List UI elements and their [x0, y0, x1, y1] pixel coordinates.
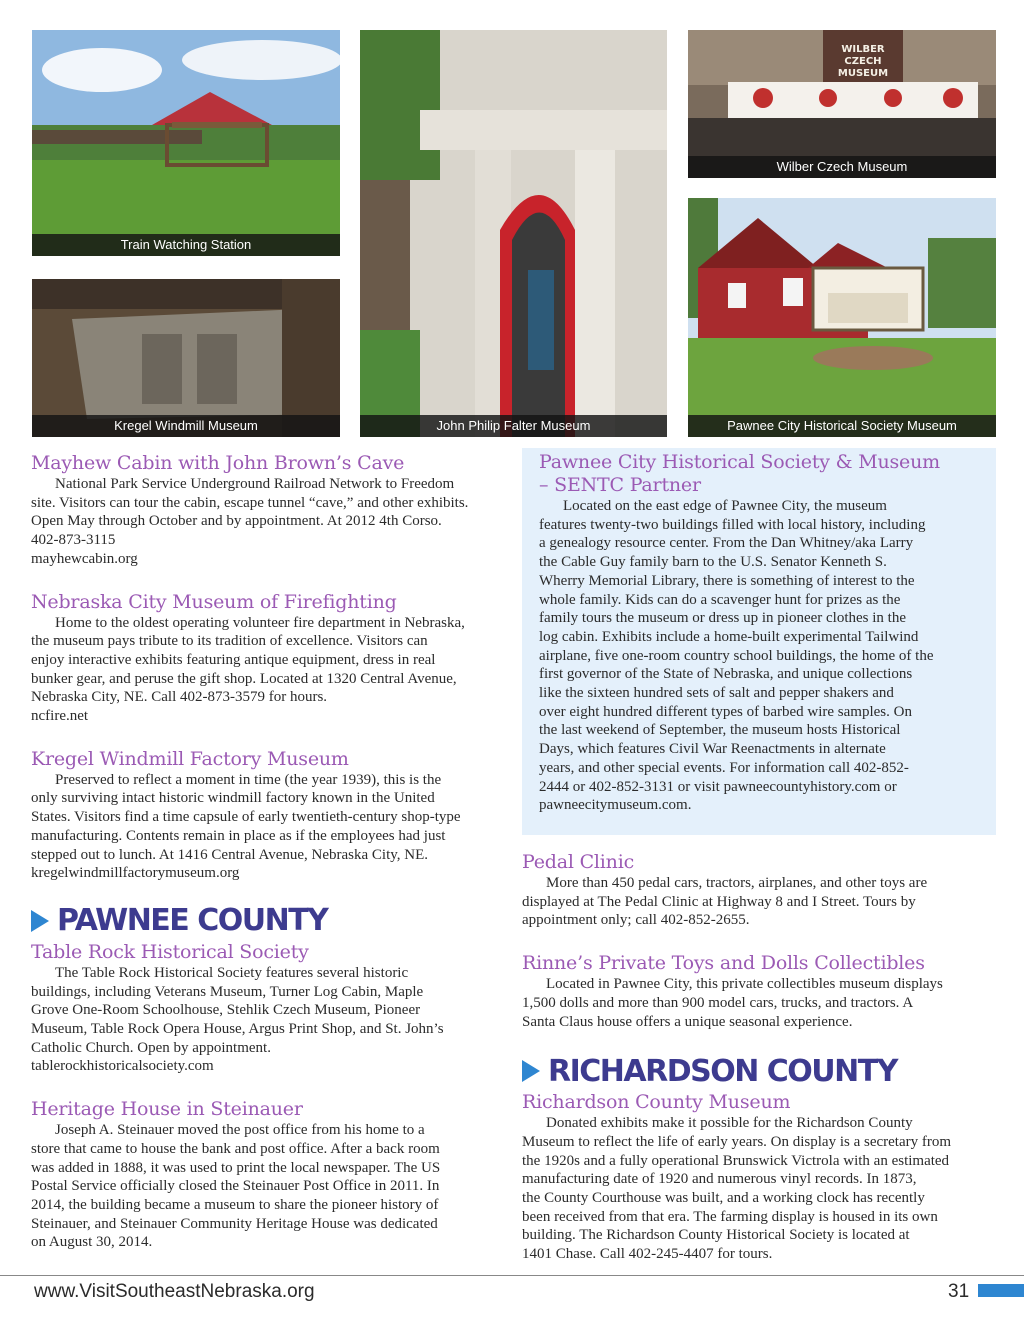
listing-text: enjoy interactive exhibits featuring antique equipment, dress in real	[31, 651, 436, 668]
left-column	[31, 452, 506, 1274]
listing-text: manufacturing. Contents remain in place as if the employees had just	[31, 827, 446, 844]
listing-text: store that came to house the bank and post office. After a back room	[31, 1140, 440, 1157]
listing-text: a genealogy resource center. From the Dan Whitney/aka Larry	[539, 535, 914, 552]
listing-text: was added in 1888, it was used to print the local newspaper. The US	[31, 1159, 441, 1176]
listing-text: Located on the east edge of Pawnee City, the museum	[563, 498, 887, 514]
photo-pawnee-city-historical-society-museum	[688, 198, 996, 437]
listing-text: Donated exhibits make it possible for the Richardson County	[546, 1115, 913, 1132]
listing-text: Museum, Table Rock Opera House, Argus Print Shop, and St. John’s	[31, 1021, 444, 1038]
photo-john-philip-falter-museum	[360, 30, 667, 437]
wilber-sign-text: MUSEUM	[837, 68, 889, 79]
listing-text: Days, which features Civil War Reenactments in alternate	[539, 741, 886, 758]
listing-text: years, and other special events. For information call 402-852-	[539, 759, 909, 776]
listing-mayhew-cabin	[31, 452, 506, 569]
listing-subtitle: – SENTC Partner	[539, 474, 701, 496]
listing-text: the museum pays tribute to its tradition of excellence. Visitors can	[31, 633, 428, 650]
photo-wilber-czech-museum	[688, 30, 996, 178]
photo-caption: Train Watching Station	[32, 234, 340, 256]
listing-text: More than 450 pedal cars, tractors, airplanes, and other toys are	[546, 875, 928, 891]
listing-text: States. Visitors find a time capsule of early twentieth-century shop-type	[31, 809, 461, 826]
wilber-sign-text: CZECH	[844, 56, 882, 67]
listing-title: Richardson County Museum	[522, 1091, 791, 1114]
listing-heritage-house	[31, 1098, 506, 1252]
listing-website[interactable]: mayhewcabin.org	[31, 550, 138, 567]
listing-text: manufacturing date of 1920 and numerous vinyl records. In 1873,	[522, 1171, 917, 1188]
listing-text: Nebraska City, NE. Call 402-873-3579 for hours.	[31, 689, 328, 706]
photo-caption: Kregel Windmill Museum	[32, 415, 340, 437]
listing-text: over eight hundred different types of barbed wire samples. On	[539, 703, 912, 720]
listing-title: Table Rock Historical Society	[31, 940, 309, 963]
listing-text: stepped out to lunch. At 1416 Central Avenue, Nebraska City, NE.	[31, 846, 429, 863]
listing-text: Located in Pawnee City, this private collectibles museum displays	[546, 976, 943, 993]
listing-text: Wherry Memorial Library, there is something of interest to the	[539, 572, 915, 589]
listing-text: Museum to reflect the life of early years. On display is a secretary from	[522, 1133, 952, 1150]
listing-text: site. Visitors can tour the cabin, escape tunnel “cave,” and other exhibits.	[31, 494, 469, 511]
right-column-lower	[522, 851, 997, 1286]
listing-text: the last weekend of September, the museum hosts Historical	[539, 722, 901, 739]
listing-website[interactable]: pawneecitymuseum.com.	[539, 797, 692, 814]
listing-phone: 402-873-3115	[31, 532, 116, 549]
page-number: 31	[948, 1281, 970, 1302]
listing-text: family tours the museum or dress up in pioneer clothes in the	[539, 610, 907, 627]
county-title: PAWNEE COUNTY	[57, 903, 328, 939]
listing-text: airplane, five one-room country school buildings, the home of the	[539, 647, 934, 664]
listing-text: 1,500 dolls and more than 900 model cars, trucks, and tractors. A	[522, 994, 914, 1011]
listing-text: 1401 Chase. Call 402-245-4407 for tours.	[522, 1246, 773, 1263]
footer-website-link[interactable]: www.VisitSoutheastNebraska.org	[34, 1281, 315, 1302]
right-column	[539, 451, 994, 843]
listing-title: Kregel Windmill Factory Museum	[31, 747, 349, 770]
listing-text: displayed at The Pedal Clinic at Highway 8 and I Street. Tours by	[522, 893, 916, 910]
listing-text: Catholic Church. Open by appointment.	[31, 1039, 271, 1056]
listing-title: Pedal Clinic	[522, 851, 635, 873]
listing-text: features twenty-two buildings filled with local history, including	[539, 516, 926, 533]
listing-text: only surviving intact historic windmill factory known in the United	[31, 790, 435, 807]
listing-text: log cabin. Exhibits include a home-built experimental Tailwind	[539, 628, 919, 645]
photo-caption: Pawnee City Historical Society Museum	[688, 415, 996, 437]
listing-kregel-windmill	[31, 748, 506, 883]
listing-title: Rinne’s Private Toys and Dolls Collectibles	[522, 952, 925, 975]
county-heading-richardson	[522, 1051, 997, 1091]
listing-pedal-clinic	[522, 851, 997, 930]
listing-text: appointment only; call 402-852-2655.	[522, 912, 750, 929]
listing-text: the Cable Guy family barn to the U.S. Senator Kenneth S.	[539, 554, 887, 571]
listing-title: Pawnee City Historical Society & Museum	[539, 451, 940, 473]
listing-richardson-county-museum	[522, 1091, 997, 1264]
footer-accent-bar	[978, 1284, 1024, 1297]
listing-text: the County Courthouse was built, and a working clock has recently	[522, 1190, 925, 1207]
listing-text: the 1920s and a fully operational Brunswick Victrola with an estimated	[522, 1152, 950, 1169]
listing-text: Grove One-Room Schoolhouse, Stehlik Czech Museum, Pioneer	[31, 1002, 421, 1019]
listing-text: Home to the oldest operating volunteer fire department in Nebraska,	[55, 614, 465, 631]
listing-text: like the sixteen hundred sets of salt and pepper shakers and	[539, 685, 894, 702]
listing-title: Nebraska City Museum of Firefighting	[31, 590, 397, 613]
listing-text: Joseph A. Steinauer moved the post office from his home to a	[55, 1122, 425, 1139]
listing-table-rock	[31, 941, 506, 1076]
listing-text: on August 30, 2014.	[31, 1234, 153, 1251]
listing-website[interactable]: ncfire.net	[31, 708, 89, 725]
county-heading-pawnee	[31, 901, 506, 941]
arrow-icon	[31, 910, 49, 932]
listing-text: National Park Service Underground Railroad Network to Freedom	[55, 476, 455, 492]
listing-text: buildings, including Veterans Museum, Turner Log Cabin, Maple	[31, 983, 424, 1000]
listing-text: 2014, the building became a museum to share the pioneer history of	[31, 1196, 439, 1213]
listing-pawnee-city-museum	[539, 451, 994, 815]
listing-text: The Table Rock Historical Society features several historic	[55, 964, 409, 981]
listing-text: Santa Claus house offers a unique seasonal experience.	[522, 1013, 853, 1030]
listing-text: been received from that era. The farming display is housed in its own	[522, 1208, 938, 1225]
footer-divider	[0, 1275, 1024, 1276]
listing-website[interactable]: tablerockhistoricalsociety.com	[31, 1058, 214, 1075]
arrow-icon	[522, 1060, 540, 1082]
listing-text: Steinauer, and Steinauer Community Heritage House was dedicated	[31, 1215, 438, 1232]
listing-title: Heritage House in Steinauer	[31, 1098, 303, 1121]
listing-text: 2444 or 402-852-3131 or visit pawneecountyhistory.com or	[539, 778, 897, 795]
photo-kregel-windmill-museum	[32, 279, 340, 437]
photo-caption: John Philip Falter Museum	[360, 415, 667, 437]
listing-text: whole family. Kids can do a scavenger hunt for prizes as the	[539, 591, 901, 608]
wilber-sign-text: WILBER	[841, 44, 885, 55]
listing-text: first governor of the State of Nebraska, and unique collections	[539, 666, 913, 683]
listing-rinnes-toys	[522, 952, 997, 1031]
listing-website[interactable]: kregelwindmillfactorymuseum.org	[31, 865, 240, 882]
listing-text: building. The Richardson County Historical Society is located at	[522, 1227, 910, 1244]
listing-title: Mayhew Cabin with John Brown’s Cave	[31, 452, 405, 474]
listing-text: Open May through October and by appointment. At 2012 4th Corso.	[31, 513, 442, 530]
listing-text: Preserved to reflect a moment in time (the year 1939), this is the	[55, 771, 442, 788]
listing-museum-of-firefighting	[31, 591, 506, 726]
photo-train-watching-station	[32, 30, 340, 256]
listing-text: bunker gear, and peruse the gift shop. Located at 1320 Central Avenue,	[31, 670, 457, 687]
county-title: RICHARDSON COUNTY	[548, 1053, 897, 1089]
listing-text: Postal Service officially closed the Steinauer Post Office in 2011. In	[31, 1178, 440, 1195]
photo-caption: Wilber Czech Museum	[688, 156, 996, 178]
